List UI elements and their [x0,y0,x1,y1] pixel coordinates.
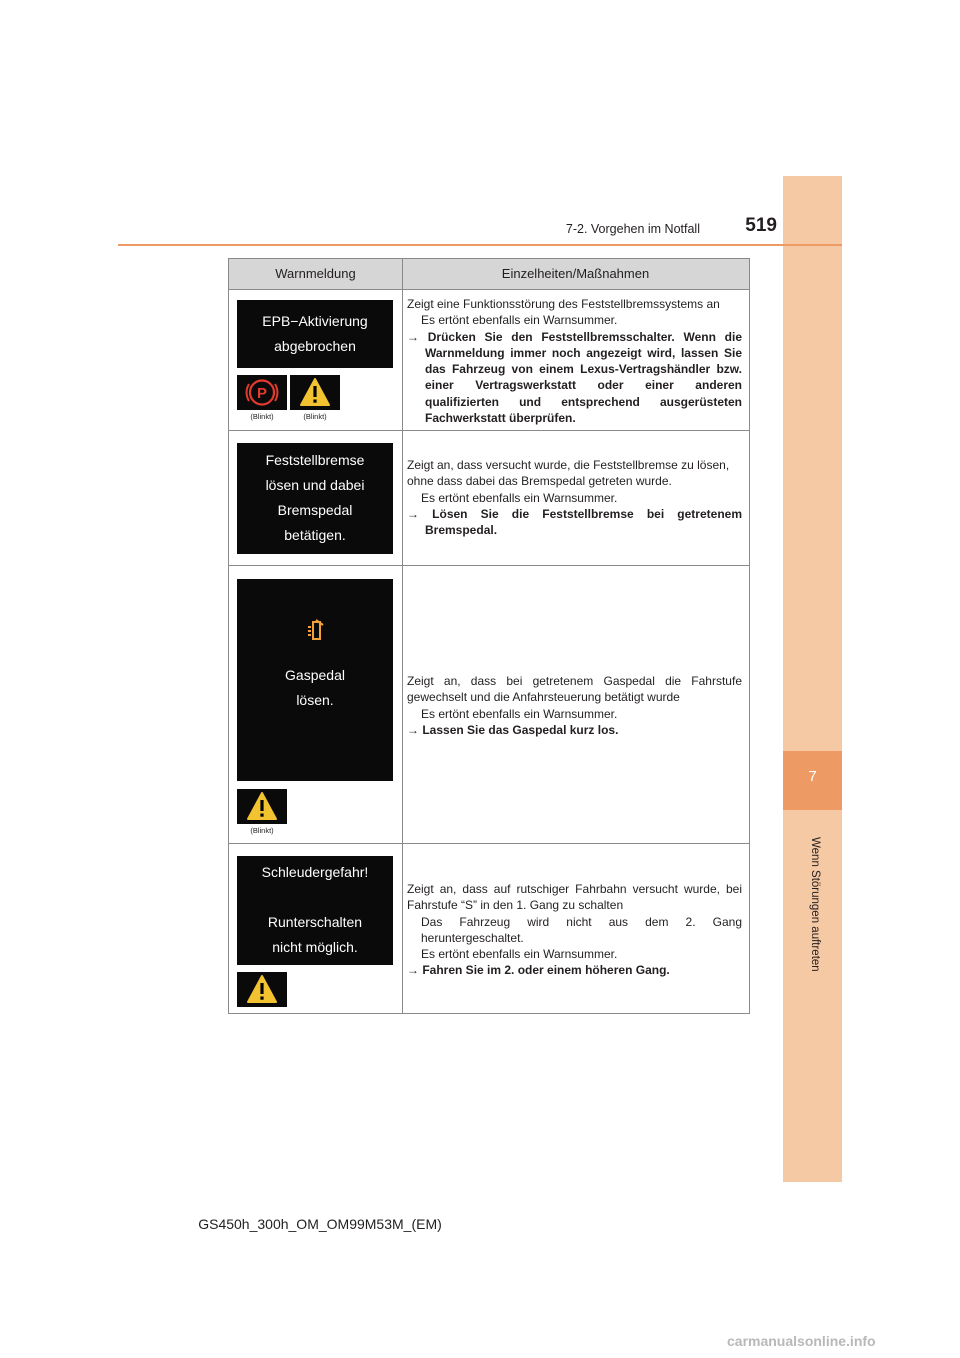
row-divider [229,565,749,566]
chapter-number: 7 [808,768,817,785]
column-header-message: Warnmeldung [275,266,356,281]
column-header-details: Einzelheiten/Maßnahmen [501,266,650,281]
blink-label: (Blinkt) [250,412,274,421]
warning-table [228,258,750,1014]
warning-indicator [237,789,287,824]
display-message-parking-brake: Feststellbremse lösen und dabei Bremspedal betätigen. [237,443,393,554]
table-header [229,259,749,290]
watermark-text: carmanualsonline.info [727,1333,876,1349]
row-description: Zeigt an, dass auf rutschiger Fahrbahn versucht wurde, bei Fahrstufe “S” in den 1. Gang zu schalten Das Fahrzeug wird nicht aus dem 2. Gang heruntergeschaltet. Es ertönt ebenfalls ein Warnsummer. → Fahren Sie im 2. oder einem höheren Gang. [407,882,742,978]
arrow-icon: → [407,329,419,344]
row-description: Zeigt an, dass versucht wurde, die Feststellbremse zu lösen, ohne dass dabei das Bremspedal getreten wurde. Es ertönt ebenfalls ein Warnsummer. → Lösen Sie die Feststellbremse bei getretenem Bremspedal. [407,458,742,538]
row-divider [229,843,749,844]
warning-triangle-icon [290,375,340,410]
warning-indicator [290,375,340,410]
section-title: 7-2. Vorgehen im Notfall [565,222,700,236]
column-divider [402,259,403,1013]
row-divider [229,430,749,431]
blink-label: (Blinkt) [250,826,274,835]
svg-text:P: P [256,385,268,402]
chapter-title: Wenn Störungen auftreten [809,837,821,972]
warning-triangle-icon [237,972,287,1007]
warning-indicator [237,972,287,1007]
display-message-epb: EPB−Aktivierung abgebrochen [237,300,393,368]
row-description: Zeigt eine Funktionsstörung des Feststellbremssystems an Es ertönt ebenfalls ein Warnsummer. → Drücken Sie den Feststellbremsschalter. Wenn die Warnmeldung immer noch angezeigt wird, lassen Sie das Fahrzeug von einem Lexus-Vertragshändler bzw. einer Vertragswerkstatt oder einer anderen qualifizierten und entsprechend ausgerüsteten Fachwerkstatt überprüfen. [407,297,742,426]
row-description: Zeigt an, dass bei getretenem Gaspedal die Fahrstufe gewechselt und die Anfahrsteuerung betätigt wurde Es ertönt ebenfalls ein Warnsummer. → Lassen Sie das Gaspedal kurz los. [407,674,742,737]
arrow-icon: → [407,506,419,521]
blink-label: (Blinkt) [303,412,327,421]
page-number: 519 [745,215,777,236]
accelerator-pedal-icon [305,619,327,643]
header-rule [118,244,842,246]
display-message-accelerator: Gaspedal lösen. [237,579,393,781]
document-code: GS450h_300h_OM_OM99M53M_(EM) [198,1216,442,1232]
arrow-icon: → [407,722,419,737]
parking-brake-icon [237,375,287,410]
display-message-skid: Schleudergefahr! Runterschalten nicht möglich. [237,856,393,965]
arrow-icon: → [407,963,419,978]
warning-triangle-icon [237,789,287,824]
chapter-sidebar [783,176,842,1182]
parking-brake-indicator [237,375,287,410]
